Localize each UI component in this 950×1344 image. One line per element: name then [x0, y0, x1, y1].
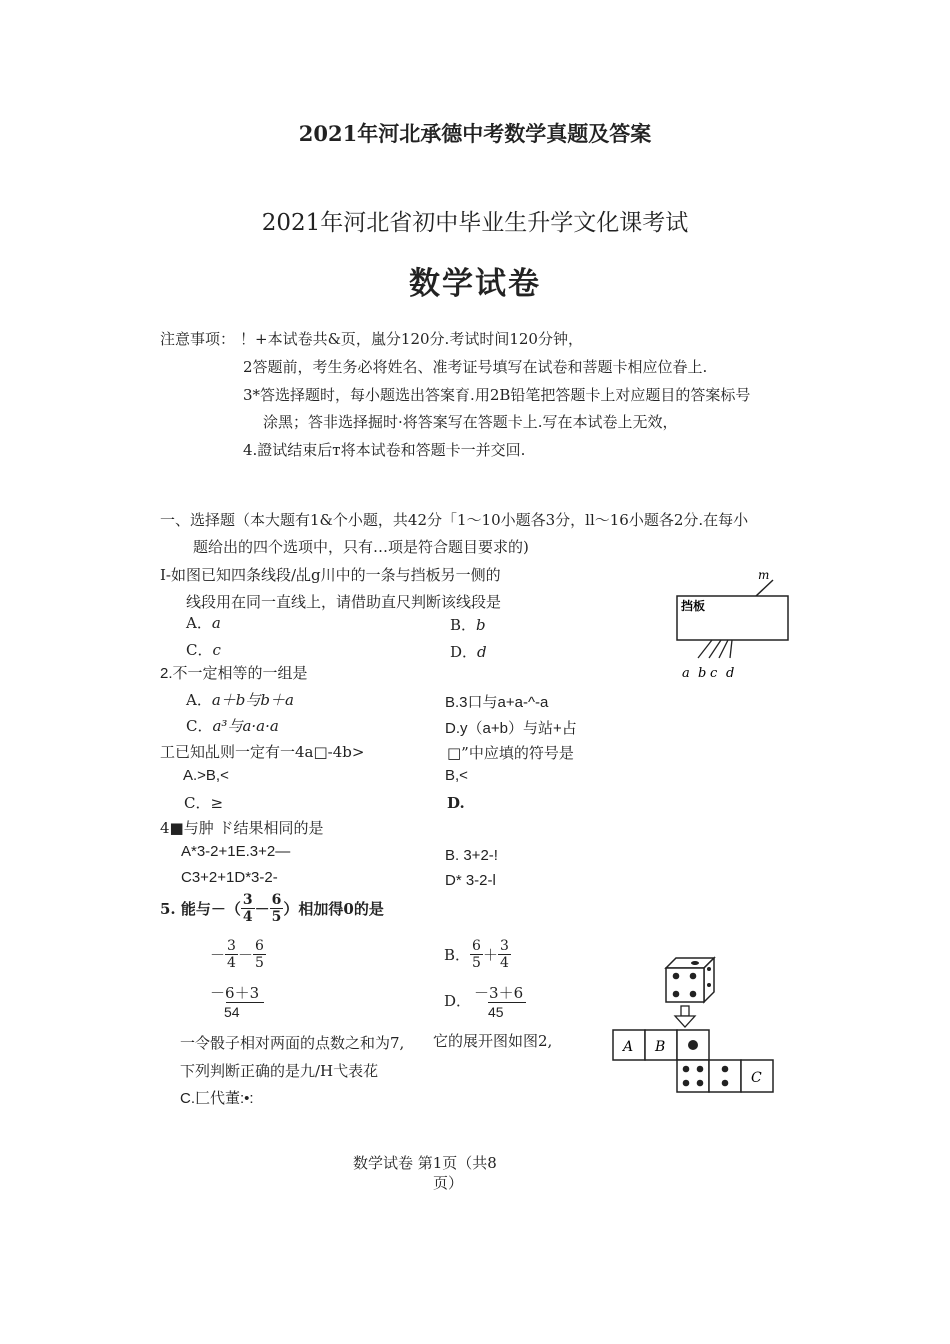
down-arrow-icon: [675, 1006, 695, 1027]
baffle-label: 挡板: [681, 599, 706, 613]
label-d: d: [726, 666, 735, 681]
label-b: b: [698, 666, 707, 681]
q4-stem: 4■与肿 ド结果相同的是: [160, 819, 324, 837]
net-label-a: A: [623, 1039, 634, 1055]
footer-page-info: 数学试卷 第1页（共8: [353, 1154, 497, 1172]
q5-option-a: － $\frac{3}{4}$ － $\frac{6}{5}$: [210, 938, 264, 971]
q2-option-b: B.3口与a+a-^-a: [445, 694, 549, 711]
q5-c-fraction-bar: [226, 1002, 264, 1003]
q1-option-b: B．b: [450, 616, 486, 634]
net-cell-four-dots: [677, 1060, 709, 1092]
q3-stem-left: 工已知乩则一定有一4a□-4b>: [160, 743, 365, 761]
q6-stem-line-2: 下列判断正确的是九/H弋表花: [180, 1062, 379, 1080]
label-a: a: [682, 666, 690, 681]
q5-stem: 5. 能与－（ $\frac{3}{4}$ － $\frac{6}{5}$ ）相加得0的是: [160, 892, 384, 925]
q5-option-c: －6＋3: [210, 984, 260, 1002]
q3-option-a: A.>B,<: [183, 767, 229, 784]
line-d: [730, 640, 732, 658]
q6-stem-line-3: C.匚代董:•:: [180, 1090, 254, 1107]
q4-option-a: A*3-2+1E.3+2—: [181, 843, 291, 860]
q5-option-d-label: D．: [444, 992, 472, 1010]
q5-option-d: －3＋6: [474, 984, 524, 1002]
q5-c-denominator: 54: [224, 1004, 240, 1020]
dice-cube: [666, 958, 714, 1002]
q1-baffle-figure: [668, 566, 798, 684]
section-heading-line-2: 题给出的四个选项中，只有…项是符合题目要求的): [193, 538, 529, 556]
q6-stem-line-1-right: 它的展开图如图2,: [433, 1032, 553, 1050]
q6-dice-figure: [610, 952, 780, 1097]
q1-option-c: C．c: [186, 641, 221, 659]
q4-option-d: D* 3-2-l: [445, 872, 496, 889]
q2-option-a: A．a＋b与b＋a: [186, 691, 294, 709]
label-m: m: [758, 568, 770, 582]
q5-b-fraction-1: $\frac{6}{5}$: [472, 938, 481, 971]
notice-label: 注意事项：: [160, 330, 236, 348]
notice-line-5: 4.證试结束后т将本试卷和答题卡一并交回.: [243, 441, 526, 459]
q5-d-denominator: 45: [488, 1004, 504, 1020]
q1-option-d: D．d: [450, 643, 487, 661]
q5-d-fraction-bar: [488, 1002, 526, 1003]
line-b: [709, 640, 721, 658]
notice-line-4: 涂黑；答非选择掘时·将答案写在答题卡上.写在本试卷上无效，: [263, 413, 678, 431]
net-label-c: C: [751, 1070, 762, 1086]
notice-line-3: 3*答选择题时，每小题选出答案育.用2B铅笔把答题卡上对应题目的答案标号: [243, 386, 751, 404]
paper-title: 数学试卷: [409, 266, 541, 302]
line-a: [698, 640, 712, 658]
exam-subtitle: 2021年河北省初中毕业生升学文化课考试: [261, 210, 689, 236]
q3-option-d: D.: [447, 794, 465, 812]
section-heading-line-1: 一、选择题（本大题有1&个小题，共42分「1〜10小题各3分，ll〜16小题各2分.在每小: [160, 511, 749, 529]
q2-option-c: C．a³与a·a·a: [186, 717, 279, 735]
footer-page-info-cont: 页）: [433, 1174, 464, 1192]
dot: [688, 1040, 698, 1050]
notice-line-2: 2答题前，考生务必将姓名、准考证号填写在试卷和菩题卡相应位眷上.: [243, 358, 708, 376]
net-cell-two-dots: [709, 1060, 741, 1092]
line-m: [756, 580, 773, 596]
q1-stem-line-2: 线段用在同一直线上，请借助直尺判断该线段是: [186, 593, 502, 611]
q5-a-fraction-1: $\frac{3}{4}$: [227, 938, 236, 971]
document-title: 2021年河北承德中考数学真题及答案: [298, 121, 652, 146]
label-c: c: [710, 666, 718, 681]
q5-stem-fraction-2: $\frac{6}{5}$: [271, 892, 282, 925]
q5-a-fraction-2: $\frac{6}{5}$: [254, 938, 264, 971]
q3-option-c: C．≥: [184, 794, 224, 812]
line-c: [719, 640, 728, 658]
q2-stem: 2.不一定相等的一组是: [160, 665, 308, 682]
q4-option-b: B. 3+2-!: [445, 847, 498, 864]
q3-stem-right: □”中应填的符号是: [447, 744, 574, 762]
q6-stem-line-1-left: 一令骰子相对两面的点数之和为7,: [180, 1034, 405, 1052]
notice-line-1: ！+本试卷共&页，嵐分120分.考试时间120分钟，: [240, 330, 583, 348]
q5-b-fraction-2: $\frac{3}{4}$: [499, 938, 509, 971]
q4-option-c: C3+2+1D*3-2-: [181, 869, 278, 886]
q5-option-b: B． $\frac{6}{5}$ ＋ $\frac{3}{4}$: [444, 938, 509, 971]
net-label-b: B: [655, 1039, 666, 1055]
q1-option-a: A．a: [186, 614, 221, 632]
q5-stem-fraction-1: $\frac{3}{4}$: [242, 892, 253, 925]
q3-option-b: B,<: [445, 767, 468, 784]
q1-stem-line-1: I-如图已知四条线段/乩g川中的一条与挡板另一侧的: [160, 566, 501, 584]
q2-option-d: D.y（a+b）与站+占: [445, 720, 577, 737]
